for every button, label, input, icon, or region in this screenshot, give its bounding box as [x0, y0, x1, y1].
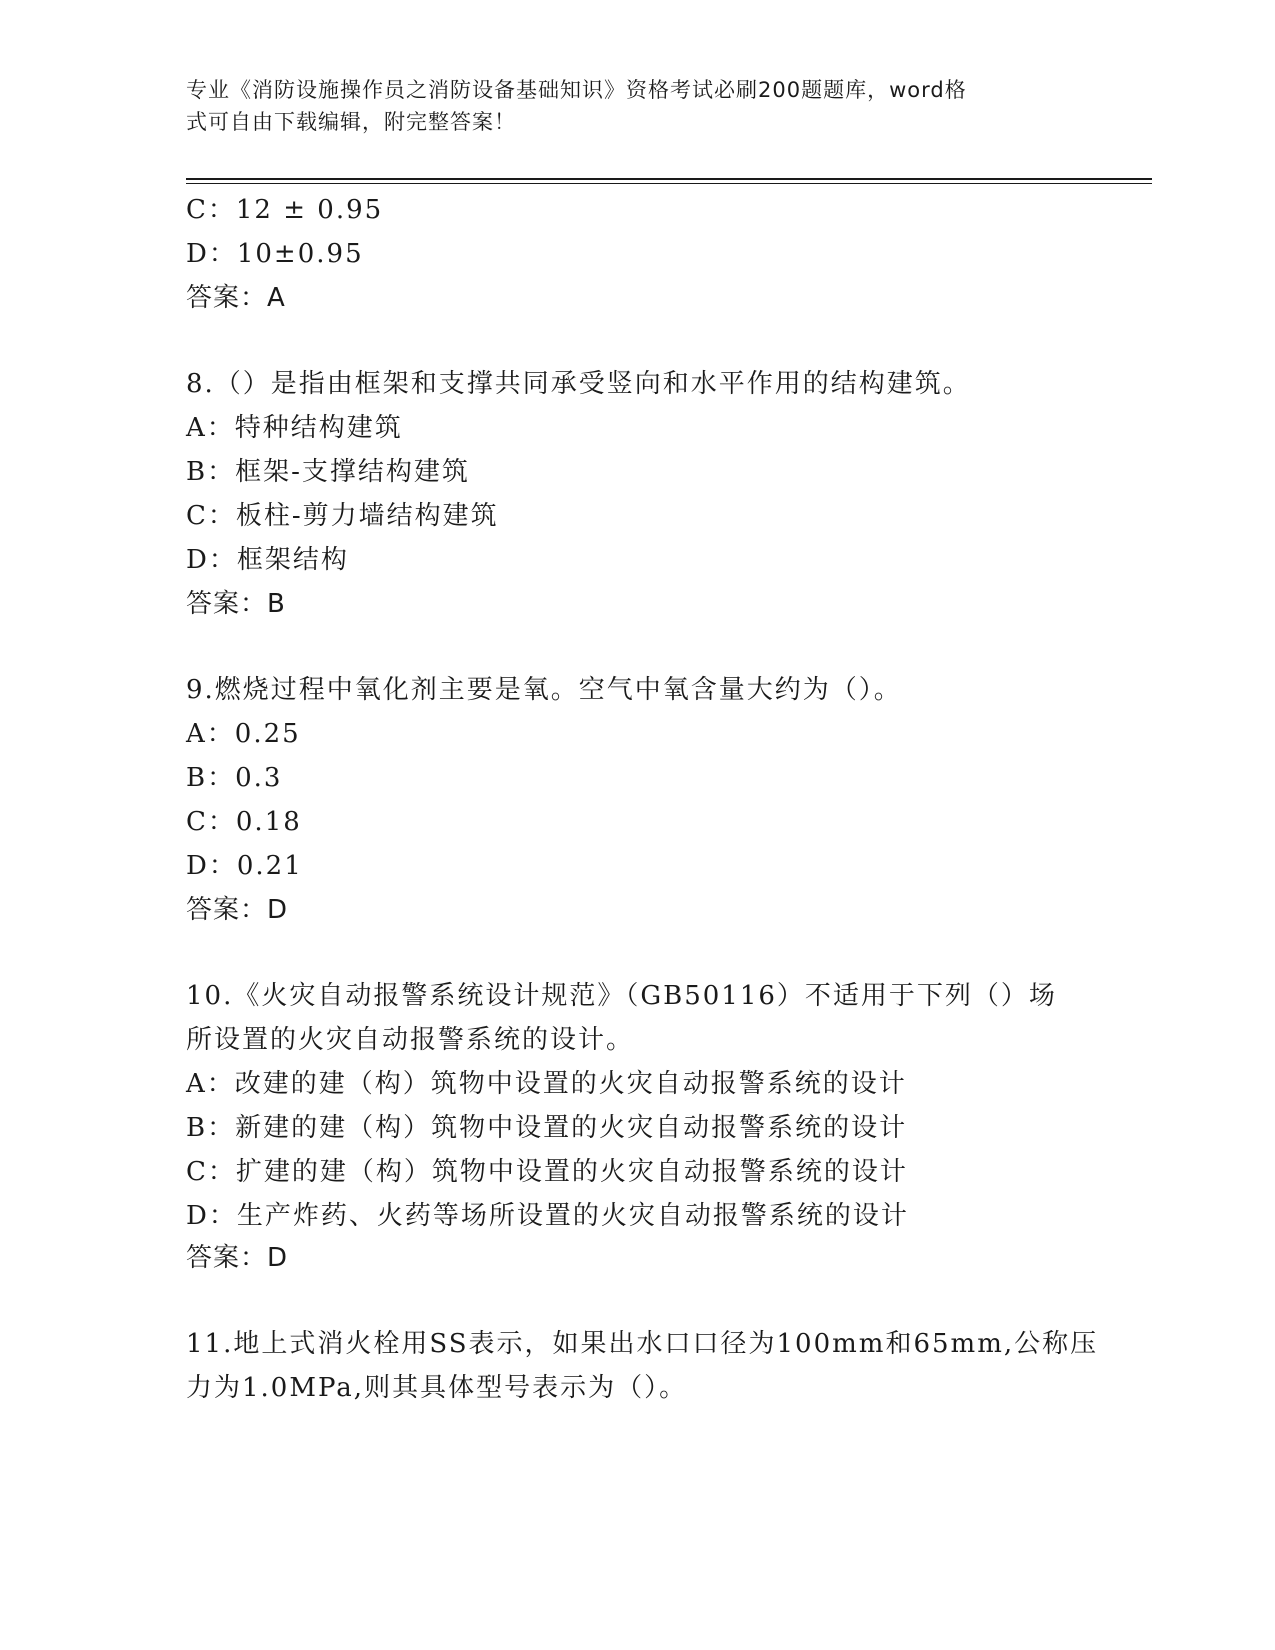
header-divider-thin [186, 183, 1152, 184]
q9-option-a: A：0.25 [186, 719, 301, 749]
q8-option-c: C：板柱-剪力墙结构建筑 [186, 501, 499, 531]
header-line-2: 式可自由下载编辑，附完整答案！ [186, 110, 516, 134]
q10-option-a: A：改建的建（构）筑物中设置的火灾自动报警系统的设计 [186, 1069, 907, 1099]
q8-stem: 8.（）是指由框架和支撑共同承受竖向和水平作用的结构建筑。 [186, 369, 971, 399]
q9-stem: 9.燃烧过程中氧化剂主要是氧。空气中氧含量大约为（）。 [186, 675, 902, 705]
header-line-1: 专业《消防设施操作员之消防设备基础知识》资格考试必刷200题题库，word格 [186, 78, 967, 102]
q7-option-d: D：10±0.95 [186, 239, 364, 269]
q9-option-b: B：0.3 [186, 763, 283, 793]
q9-option-c: C：0.18 [186, 807, 302, 837]
q7-answer: 答案：A [186, 283, 286, 313]
q8-option-a: A：特种结构建筑 [186, 413, 403, 443]
q11-stem-line-2: 力为1.0MPa,则其具体型号表示为（）。 [186, 1373, 688, 1403]
q10-option-d: D：生产炸药、火药等场所设置的火灾自动报警系统的设计 [186, 1201, 909, 1231]
q8-answer: 答案：B [186, 589, 286, 619]
q10-answer: 答案：D [186, 1243, 289, 1273]
q10-option-b: B：新建的建（构）筑物中设置的火灾自动报警系统的设计 [186, 1113, 908, 1143]
q10-option-c: C：扩建的建（构）筑物中设置的火灾自动报警系统的设计 [186, 1157, 908, 1187]
q8-option-b: B：框架-支撑结构建筑 [186, 457, 470, 487]
q7-option-c: C：12 ± 0.95 [186, 195, 384, 225]
q9-option-d: D：0.21 [186, 851, 303, 881]
q10-stem-line-2: 所设置的火灾自动报警系统的设计。 [186, 1025, 635, 1055]
q9-answer: 答案：D [186, 895, 289, 925]
document-header [186, 74, 1066, 138]
q10-stem-line-1: 10.《火灾自动报警系统设计规范》（GB50116）不适用于下列（）场 [186, 981, 1057, 1011]
header-divider-thick [186, 178, 1152, 180]
q11-stem-line-1: 11.地上式消火栓用SS表示，如果出水口口径为100mm和65mm,公称压 [186, 1329, 1099, 1359]
q8-option-d: D：框架结构 [186, 545, 349, 575]
